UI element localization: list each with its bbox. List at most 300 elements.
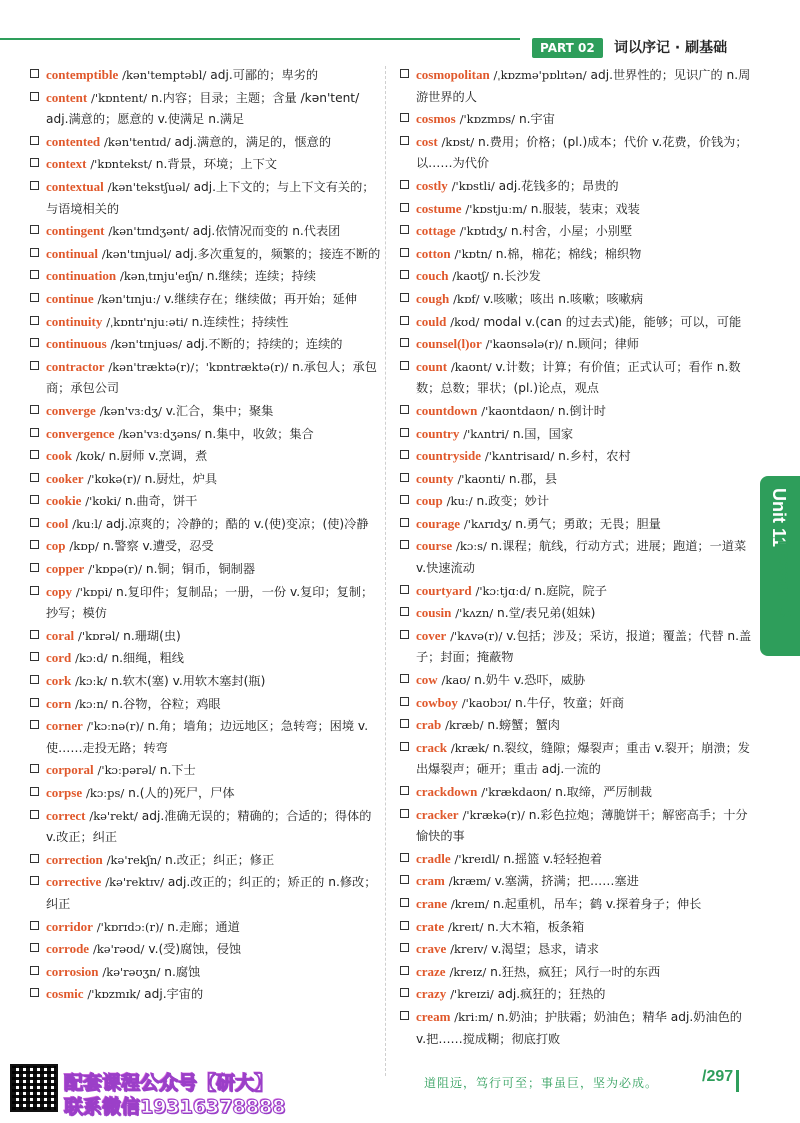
- definition: n.起重机，吊车；鹤 v.探着身子；伸长: [492, 896, 702, 911]
- vocab-entry: [30, 131, 382, 154]
- headword: cram: [416, 873, 445, 889]
- definition: v.计数；计算；有价值；正式认可；看作 n.数数；总数；罪状；(pl.)论点，观点: [416, 359, 741, 396]
- vocab-entry: [30, 220, 382, 243]
- definition: n.珊瑚(虫): [123, 628, 181, 643]
- checkbox-icon[interactable]: [30, 518, 39, 527]
- checkbox-icon[interactable]: [30, 854, 39, 863]
- vocab-entry: [30, 782, 382, 805]
- headword: cowboy: [416, 694, 458, 710]
- headword: courtyard: [416, 582, 472, 598]
- phonetic: /kaʊnt/: [450, 359, 492, 374]
- checkbox-icon[interactable]: [30, 652, 39, 661]
- checkbox-icon[interactable]: [400, 293, 409, 302]
- definition: n.倒计时: [557, 403, 606, 418]
- phonetic: /'kaʊnti/: [457, 471, 506, 486]
- vocab-entry: [30, 938, 382, 961]
- phonetic: /'kreɪzi/: [450, 987, 494, 1002]
- vocab-entry: [400, 737, 752, 781]
- vocab-entry: [400, 265, 752, 288]
- checkbox-icon[interactable]: [30, 943, 39, 952]
- phonetic: /kən'tentɪd/: [104, 134, 171, 149]
- phonetic: /'kʊki/: [85, 494, 121, 509]
- headword: cousin: [416, 605, 452, 621]
- phonetic: /kən'tɪnjuəs/: [110, 337, 183, 352]
- checkbox-icon[interactable]: [400, 540, 409, 549]
- definition: n.螃蟹；蟹肉: [487, 718, 560, 733]
- headword: coral: [46, 627, 75, 643]
- phonetic: /kən'tekstʃuəl/: [107, 179, 190, 194]
- headword: continue: [46, 290, 94, 306]
- headword: countdown: [416, 402, 478, 418]
- vocab-entry: [400, 311, 752, 334]
- definition: n.奶牛 v.恐吓，威胁: [474, 673, 586, 688]
- definition: n.堂/表兄弟(姐妹): [497, 606, 596, 621]
- checkbox-icon[interactable]: [400, 943, 409, 952]
- checkbox-icon[interactable]: [30, 810, 39, 819]
- phonetic: /kɒp/: [69, 539, 99, 554]
- definition: n.腐蚀: [164, 964, 201, 979]
- checkbox-icon[interactable]: [400, 1011, 409, 1020]
- definition: n.奶油；护肤霜；奶油色；精华 adj.奶油色的 v.把……搅成糊；彻底打败: [416, 1009, 742, 1046]
- checkbox-icon[interactable]: [400, 786, 409, 795]
- vocab-entry: [30, 311, 382, 334]
- headword: converge: [46, 402, 96, 418]
- headword: cord: [46, 650, 72, 666]
- headword: contemptible: [46, 67, 119, 82]
- phonetic: /'kɒrɪdɔː(r)/: [96, 919, 164, 934]
- definition: n.课程；航线，行动方式；进展；跑道；一道菜 v.快速流动: [416, 539, 747, 576]
- checkbox-icon[interactable]: [400, 338, 409, 347]
- definition: adj.依情况而变的 n.代表团: [192, 224, 341, 239]
- phonetic: /'kaʊntdaʊn/: [481, 403, 554, 418]
- vocab-entry: [400, 175, 752, 198]
- headword: cork: [46, 673, 72, 689]
- checkbox-icon[interactable]: [30, 675, 39, 684]
- headword: corrective: [46, 874, 102, 890]
- definition: n.服装，装束；戏装: [530, 201, 640, 216]
- headword: cooker: [46, 470, 84, 486]
- headword: counsel(l)or: [416, 336, 482, 352]
- headword: contented: [46, 133, 101, 149]
- checkbox-icon[interactable]: [30, 92, 39, 101]
- phonetic: /kræk/: [450, 740, 489, 755]
- checkbox-icon[interactable]: [400, 630, 409, 639]
- phonetic: /kʊd/: [450, 314, 480, 329]
- checkbox-icon[interactable]: [400, 248, 409, 257]
- definition: n.铜；铜币，铜制器: [145, 562, 256, 577]
- checkbox-icon[interactable]: [400, 450, 409, 459]
- checkbox-icon[interactable]: [400, 203, 409, 212]
- definition: adj.花钱多的；昂贵的: [498, 178, 619, 193]
- checkbox-icon[interactable]: [400, 136, 409, 145]
- definition: n.乡村，农村: [558, 449, 631, 464]
- column-divider: [385, 66, 386, 1076]
- vocab-entry: [30, 400, 382, 423]
- phonetic: /'kʌntri/: [463, 426, 509, 441]
- definition: v.继续存在；继续做；再开始；延伸: [164, 291, 358, 306]
- vocab-entry: [30, 849, 382, 872]
- definition: n.顾问；律师: [566, 337, 639, 352]
- checkbox-icon[interactable]: [30, 921, 39, 930]
- vocab-entry: [30, 265, 382, 288]
- vocab-entry: [400, 692, 752, 715]
- vocab-entry: [400, 714, 752, 737]
- headword: crane: [416, 895, 448, 911]
- definition: adj.凉爽的；冷静的；酷的 v.(使)变凉；(使)冷静: [105, 516, 369, 531]
- checkbox-icon[interactable]: [30, 405, 39, 414]
- phonetic: /kə'rəʊʒn/: [102, 964, 161, 979]
- definition: n.软木(塞) v.用软木塞封(瓶): [111, 674, 266, 689]
- checkbox-icon[interactable]: [30, 563, 39, 572]
- phonetic: /'krækə(r)/: [462, 807, 525, 822]
- phonetic: /kreɪt/: [448, 919, 484, 934]
- checkbox-icon[interactable]: [400, 988, 409, 997]
- phonetic: /'kɔːnə(r)/: [86, 719, 144, 734]
- headword: cow: [416, 672, 438, 688]
- checkbox-icon[interactable]: [30, 248, 39, 257]
- checkbox-icon[interactable]: [400, 518, 409, 527]
- checkbox-icon[interactable]: [400, 495, 409, 504]
- phonetic: /kreɪz/: [449, 964, 487, 979]
- vocab-entry: [400, 400, 752, 423]
- phonetic: /kən'tɪndʒənt/: [108, 224, 189, 239]
- vocab-entry: [30, 558, 382, 581]
- vocab-entry: [30, 288, 382, 311]
- checkbox-icon[interactable]: [400, 674, 409, 683]
- vocab-entry: [400, 513, 752, 536]
- headword: cradle: [416, 850, 451, 866]
- checkbox-icon[interactable]: [400, 316, 409, 325]
- phonetic: /kɔːn/: [75, 696, 108, 711]
- vocab-entry: [30, 333, 382, 356]
- checkbox-icon[interactable]: [30, 698, 39, 707]
- vocab-entry: [400, 198, 752, 221]
- definition: adj.宇宙的: [144, 987, 204, 1002]
- lesson-label: Lesson 3: [774, 540, 794, 619]
- headword: cosmopolitan: [416, 67, 490, 82]
- checkbox-icon[interactable]: [400, 966, 409, 975]
- vocab-entry: [30, 581, 382, 625]
- definition: adj.疯狂的；狂热的: [497, 987, 606, 1002]
- definition: n.费用；价格；(pl.)成本；代价 v.花费，价钱为；以……为代价: [416, 134, 748, 171]
- checkbox-icon[interactable]: [30, 361, 39, 370]
- phonetic: /'kreɪdl/: [454, 851, 500, 866]
- vocab-entry: [400, 243, 752, 266]
- checkbox-icon[interactable]: [400, 270, 409, 279]
- headword: cosmos: [416, 111, 456, 127]
- vocab-entry: [30, 647, 382, 670]
- checkbox-icon[interactable]: [30, 428, 39, 437]
- headword: countryside: [416, 448, 481, 464]
- definition: v.(受)腐蚀，侵蚀: [148, 942, 242, 957]
- phonetic: /kaʊ/: [441, 673, 471, 688]
- vocab-entry: [400, 423, 752, 446]
- checkbox-icon[interactable]: [400, 875, 409, 884]
- definition: n.大木箱，板条箱: [487, 919, 585, 934]
- vocab-entry: [400, 220, 752, 243]
- phonetic: /kən'temptəbl/: [122, 68, 207, 82]
- phonetic: /kɔːk/: [75, 674, 108, 689]
- definition: n.宇宙: [518, 112, 555, 127]
- checkbox-icon[interactable]: [30, 540, 39, 549]
- definition: n.村舍，小屋；小别墅: [510, 224, 633, 239]
- page-number: /297: [702, 1068, 734, 1085]
- headword: contingent: [46, 223, 105, 239]
- vocab-entry: [400, 131, 752, 175]
- checkbox-icon[interactable]: [30, 270, 39, 279]
- checkbox-icon[interactable]: [400, 697, 409, 706]
- checkbox-icon[interactable]: [400, 898, 409, 907]
- phonetic: /'kɔːpərəl/: [97, 763, 156, 778]
- vocab-entry: [400, 333, 752, 356]
- headword: contextual: [46, 178, 104, 194]
- checkbox-icon[interactable]: [30, 764, 39, 773]
- headword: cost: [416, 133, 438, 149]
- phonetic: /'kɒpə(r)/: [88, 562, 143, 577]
- headword: cosmic: [46, 986, 84, 1002]
- vocab-entry: [400, 108, 752, 131]
- checkbox-icon[interactable]: [30, 293, 39, 302]
- definition: adj.改正的；纠正的；矫正的 n.修改；纠正: [46, 875, 377, 911]
- phonetic: /kreɪn/: [450, 896, 490, 911]
- definition: adj.可鄙的；卑劣的: [210, 68, 319, 82]
- checkbox-icon[interactable]: [400, 113, 409, 122]
- vocab-entry: [400, 848, 752, 871]
- headword: corn: [46, 695, 72, 711]
- vocab-entry: [30, 176, 382, 220]
- phonetic: /'krækdaʊn/: [481, 785, 552, 799]
- vocab-entry: [30, 64, 382, 87]
- checkbox-icon[interactable]: [400, 69, 409, 78]
- phonetic: /'kʌntrisaɪd/: [484, 449, 555, 464]
- part-badge: PART 02: [532, 38, 603, 58]
- phonetic: /'kɒntekst/: [90, 157, 152, 172]
- headword: cover: [416, 627, 447, 643]
- headword: cool: [46, 515, 69, 531]
- phonetic: /ˌkɒzmə'pɒlɪtən/: [493, 68, 587, 82]
- vocab-entry: [400, 893, 752, 916]
- vocab-entry: [30, 356, 382, 400]
- checkbox-icon[interactable]: [400, 809, 409, 818]
- phonetic: /kənˌtɪnju'eɪʃn/: [119, 269, 203, 284]
- vocab-entry: [400, 983, 752, 1006]
- headword: contractor: [46, 358, 105, 374]
- definition: n.继续；连续；持续: [206, 269, 316, 284]
- definition: n.集中，收敛；集合: [204, 426, 314, 441]
- vocab-entry: [30, 153, 382, 176]
- vocab-entry: [400, 64, 752, 108]
- vocab-entry: [400, 961, 752, 984]
- phonetic: /'kʌvə(r)/: [450, 628, 503, 643]
- checkbox-icon[interactable]: [30, 876, 39, 885]
- definition: n.警察 v.遭受，忍受: [102, 539, 214, 554]
- phonetic: /kɒf/: [453, 291, 480, 306]
- vocab-entry: [30, 871, 382, 915]
- checkbox-icon[interactable]: [400, 719, 409, 728]
- phonetic: /kɔːs/: [455, 539, 487, 554]
- headword: correct: [46, 807, 86, 823]
- checkbox-icon[interactable]: [400, 361, 409, 370]
- vocab-entry: [400, 602, 752, 625]
- headword: correction: [46, 851, 103, 867]
- headword: cream: [416, 1008, 451, 1024]
- definition: n.厨灶，炉具: [144, 471, 218, 486]
- phonetic: /kən'tɪnjuː/: [97, 291, 161, 306]
- definition: n.(人的)死尸，尸体: [128, 786, 235, 800]
- vocab-entry: [400, 669, 752, 692]
- definition: n.郡，县: [508, 471, 558, 486]
- headword: cough: [416, 290, 450, 306]
- checkbox-icon[interactable]: [30, 158, 39, 167]
- definition: n.勇气；勇敢；无畏；胆量: [515, 516, 661, 531]
- headword: continual: [46, 245, 99, 261]
- definition: n.曲奇，饼干: [124, 494, 198, 509]
- checkbox-icon[interactable]: [30, 181, 39, 190]
- definition: n.国，国家: [512, 426, 574, 441]
- headword: cop: [46, 538, 66, 554]
- vocab-entry: [400, 288, 752, 311]
- checkbox-icon[interactable]: [30, 787, 39, 796]
- phonetic: /kriːm/: [454, 1009, 493, 1024]
- definition: adj.准确无误的；精确的；合适的；得体的 v.改正；纠正: [46, 808, 372, 845]
- headword: continuous: [46, 336, 107, 352]
- definition: n.内容；目录；主题；含量 /kən'tent/ adj.满意的；愿意的 v.使满足 n.满足: [46, 90, 360, 127]
- definition: v.咳嗽；咳出 n.咳嗽；咳嗽病: [483, 291, 644, 306]
- phonetic: /kʊk/: [75, 449, 105, 464]
- phonetic: /kə'rektɪv/: [105, 875, 164, 890]
- phonetic: /'kɒstli/: [451, 178, 495, 193]
- headword: corrode: [46, 941, 90, 957]
- vocab-entry: [400, 356, 752, 400]
- definition: n.厨师 v.烹调，煮: [108, 449, 208, 464]
- definition: adj.满意的，满足的，惬意的: [174, 134, 332, 149]
- headword: crave: [416, 941, 447, 957]
- phonetic: /'kɒntent/: [91, 90, 148, 105]
- headword: cook: [46, 448, 72, 464]
- checkbox-icon[interactable]: [30, 450, 39, 459]
- headword: crack: [416, 739, 448, 755]
- definition: v.包括；涉及；采访，报道；覆盖；代替 n.盖子；封面；掩蔽物: [416, 628, 752, 665]
- checkbox-icon[interactable]: [30, 338, 39, 347]
- vocab-entry: [30, 961, 382, 984]
- headword: corpse: [46, 785, 83, 800]
- phonetic: /kən'træktə(r)/；'kɒntræktə(r)/: [108, 359, 289, 374]
- phonetic: /'kɒstjuːm/: [465, 201, 527, 216]
- checkbox-icon[interactable]: [30, 473, 39, 482]
- phonetic: /kən'tɪnjuəl/: [101, 246, 172, 261]
- right-column: [400, 64, 752, 1050]
- headword: continuity: [46, 313, 103, 329]
- checkbox-icon[interactable]: [30, 988, 39, 997]
- watermark-line-1: 配套课程公众号【研大】: [64, 1072, 274, 1094]
- headword: corporal: [46, 762, 94, 778]
- checkbox-icon[interactable]: [30, 720, 39, 729]
- checkbox-icon[interactable]: [30, 69, 39, 78]
- definition: adj.多次重复的，频繁的；接连不断的: [175, 246, 381, 261]
- vocab-entry: [30, 468, 382, 491]
- vocab-entry: [400, 1006, 752, 1050]
- definition: n.谷物，谷粒；鸡眼: [111, 696, 221, 711]
- vocab-entry: [400, 916, 752, 939]
- vocab-entry: [30, 693, 382, 716]
- headword: cotton: [416, 245, 451, 261]
- definition: modal v.(can 的过去式)能，能够；可以，可能: [483, 314, 742, 329]
- checkbox-icon[interactable]: [400, 921, 409, 930]
- vocab-entry: [400, 490, 752, 513]
- checkbox-icon[interactable]: [30, 316, 39, 325]
- vocab-entry: [30, 423, 382, 446]
- definition: n.复印件；复制品；一册，一份 v.复印；复制；抄写；模仿: [46, 584, 374, 621]
- vocab-entry: [400, 804, 752, 848]
- definition: n.政变；妙计: [476, 494, 550, 509]
- checkbox-icon[interactable]: [30, 225, 39, 234]
- checkbox-icon[interactable]: [30, 966, 39, 975]
- checkbox-icon[interactable]: [400, 473, 409, 482]
- vocab-entry: [30, 535, 382, 558]
- definition: n.狂热，疯狂；风行一时的东西: [490, 964, 661, 979]
- definition: n.摇篮 v.轻轻抱着: [503, 851, 603, 866]
- headword: course: [416, 538, 453, 554]
- vocab-entry: [400, 781, 752, 804]
- checkbox-icon[interactable]: [400, 428, 409, 437]
- phonetic: /'kʊkə(r)/: [87, 471, 141, 486]
- checkbox-icon[interactable]: [400, 225, 409, 234]
- footer-motto: 道阻远，笃行可至；事虽巨，坚为必成。: [424, 1076, 659, 1090]
- checkbox-icon[interactable]: [30, 586, 39, 595]
- headword: crate: [416, 918, 445, 934]
- phonetic: /kən'vɜːdʒ/: [99, 403, 162, 418]
- headword: cracker: [416, 806, 459, 822]
- phonetic: /kɔːps/: [85, 786, 125, 800]
- headword: cottage: [416, 223, 456, 239]
- checkbox-icon[interactable]: [30, 495, 39, 504]
- phonetic: /'kɒtn/: [454, 246, 492, 261]
- phonetic: /kən'vɜːdʒəns/: [118, 426, 201, 441]
- checkbox-icon[interactable]: [400, 742, 409, 751]
- checkbox-icon[interactable]: [30, 630, 39, 639]
- headword: county: [416, 470, 454, 486]
- qr-code-icon: [10, 1064, 58, 1112]
- vocab-entry: [30, 625, 382, 648]
- headword: corridor: [46, 918, 93, 934]
- unit-label: Unit 11: [769, 488, 789, 548]
- checkbox-icon[interactable]: [400, 853, 409, 862]
- definition: v.渴望；恳求，请求: [491, 942, 599, 957]
- phonetic: /'kʌzn/: [455, 606, 494, 621]
- checkbox-icon[interactable]: [400, 405, 409, 414]
- vocab-entry: [400, 870, 752, 893]
- definition: v.塞满，挤满；把……塞进: [494, 874, 639, 889]
- checkbox-icon[interactable]: [400, 585, 409, 594]
- headword: copper: [46, 561, 85, 577]
- checkbox-icon[interactable]: [400, 180, 409, 189]
- vocab-entry: [400, 938, 752, 961]
- headword: costume: [416, 200, 462, 216]
- checkbox-icon[interactable]: [400, 607, 409, 616]
- vocab-entry: [30, 670, 382, 693]
- vocab-entry: [30, 759, 382, 782]
- headword: courage: [416, 515, 461, 531]
- definition: adj.上下文的；与上下文有关的；与语境相关的: [46, 179, 375, 216]
- definition: n.裂纹，缝隙；爆裂声；重击 v.裂开；崩溃；发出爆裂声；砸开；重击 adj.一流的: [416, 740, 750, 777]
- definition: n.长沙发: [492, 269, 541, 284]
- phonetic: /'kɒrəl/: [78, 628, 120, 643]
- checkbox-icon[interactable]: [30, 136, 39, 145]
- definition: n.庭院，院子: [534, 583, 607, 598]
- headword: crab: [416, 717, 442, 733]
- vocab-entry: [30, 513, 382, 536]
- headword: couch: [416, 268, 449, 284]
